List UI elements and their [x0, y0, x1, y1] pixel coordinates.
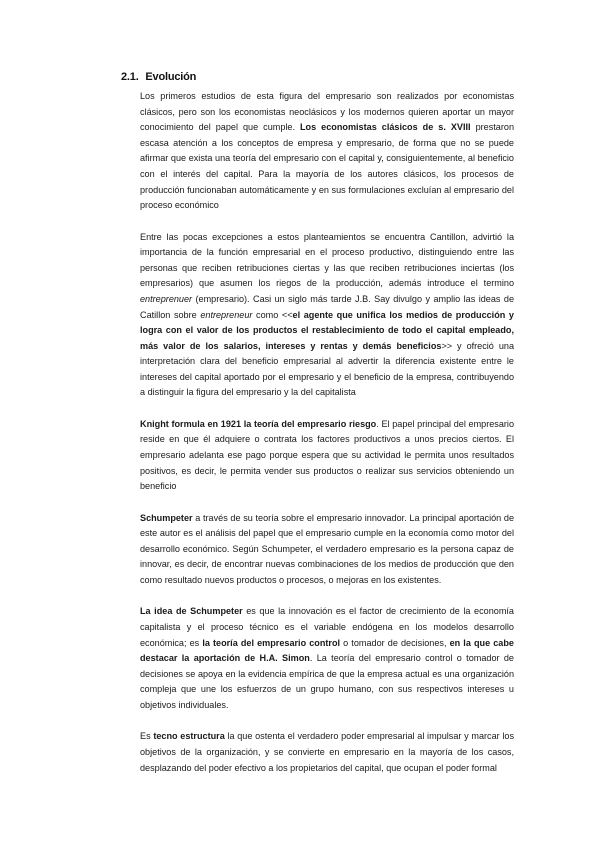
text-run: >> y ofreció una interpretación clara del beneficio empresarial al advertir la diferencia existente entre le intereses del capital aportado por el empresario y el beneficio de la empresa, contribuyendo a distinguir la figura del empresario y la del capitalista [140, 340, 515, 398]
text-run: a través de su teoría sobre el empresario innovador. La principal aportación de este autor es el análisis del papel que el empresario cumple en la economía como motor del desarrollo económico. Según Schumpeter, el verdadero empresario es la persona capaz de innovar, es decir, de encontrar nuevas combinaciones de los medios de producción que den como resultado nuevos productos o procesos, o mejoras en los existentes. [140, 512, 514, 586]
paragraph [140, 729, 514, 776]
italic-text: entreprenuer [140, 293, 193, 304]
text-run: . El papel principal del empresario reside en que él adquiere o contrata los factores productivos a unos precios ciertos. El empresario adelanta ese pago porque espera que su actividad le permita unos resultados positivos, es decir, le permita vender sus productos o realizar sus servicios obteniendo un beneficio [140, 418, 515, 492]
paragraph [140, 511, 514, 589]
bold-text: la teoría del empresario control [202, 637, 341, 648]
paragraph [140, 604, 514, 713]
paragraph [140, 89, 514, 214]
text-run: . La teoría del empresario control o tomador de decisiones se apoya en la evidencia empírica de que la empresa actual es una organización compleja que une los esfuerzos de un grupo humano, con sus respectivos intereses u objetivos individuales. [140, 653, 514, 710]
text-run: Entre las pocas excepciones a estos planteamientos se encuentra Cantillon, advirtió la importancia de la función empresarial en el proceso productivo, distinguiendo entre las personas que reciben retribuciones ciertas y las que reciben retribuciones inciertas (los empresarios) que asumen los riegos de la producción, además introduce el termino [140, 231, 514, 289]
paragraph [140, 417, 514, 495]
text-run: es que la innovación es el factor de crecimiento de la economía capitalista y el proceso técnico es el variable endógena en los modelos desarrollo económica; es [140, 606, 514, 648]
italic-text: entrepreneur [200, 309, 253, 320]
bold-text: La idea de Schumpeter [140, 606, 243, 617]
text-run: prestaron escasa atención a los conceptos de empresa y empresario, de forma que no se puede afirmar que exista una teoría del empresario con el capital y, consiguientemente, al beneficio con el interés del capital. Para la mayoría de los autores clásicos, los procesos de producción funcionaban automáticamente y en sus formulaciones excluían al empresario del proceso económico [140, 122, 514, 211]
section-title: Evolución [145, 71, 197, 83]
bold-text: el agente que unifica los medios de producción y logra con el valor de los productos el restablecimiento de todo el capital empleado, más valor de los salarios, intereses y rentas y demás beneficios [140, 309, 514, 351]
bold-text: en la que cabe destacar la aportación de H.A. Simon [140, 637, 514, 664]
text-run: Es [140, 731, 154, 742]
section-number: 2.1. [121, 71, 139, 83]
text-run: o tomador de decisiones, [340, 637, 450, 648]
text-run: como << [252, 309, 293, 320]
bold-text: Los economistas clásicos de s. XVIII [300, 122, 471, 133]
bold-text: Knight formula en 1921 la teoría del empresario riesgo [140, 418, 377, 429]
paragraph [140, 230, 514, 402]
text-run: Los primeros estudios de esta figura del empresario son realizados por economistas clásicos, pero son los economistas neoclásicos y los modernos quieren aportar un mayor conocimiento del papel que cumple. [140, 91, 514, 133]
bold-text: Schumpeter [140, 512, 193, 523]
bold-text: tecno estructura [153, 731, 225, 742]
text-run: (empresario). Casi un siglo más tarde J.B. Say divulgo y amplio las ideas de Catillon sobre [140, 293, 514, 320]
section-body [140, 89, 514, 792]
section-heading [121, 71, 196, 83]
text-run: la que ostenta el verdadero poder empresarial al impulsar y marcar los objetivos de la organización, y se convierte en empresario en la mayoría de los casos, desplazando del poder efectivo a los propietarios del capital, que ocupan el poder formal [140, 731, 514, 773]
